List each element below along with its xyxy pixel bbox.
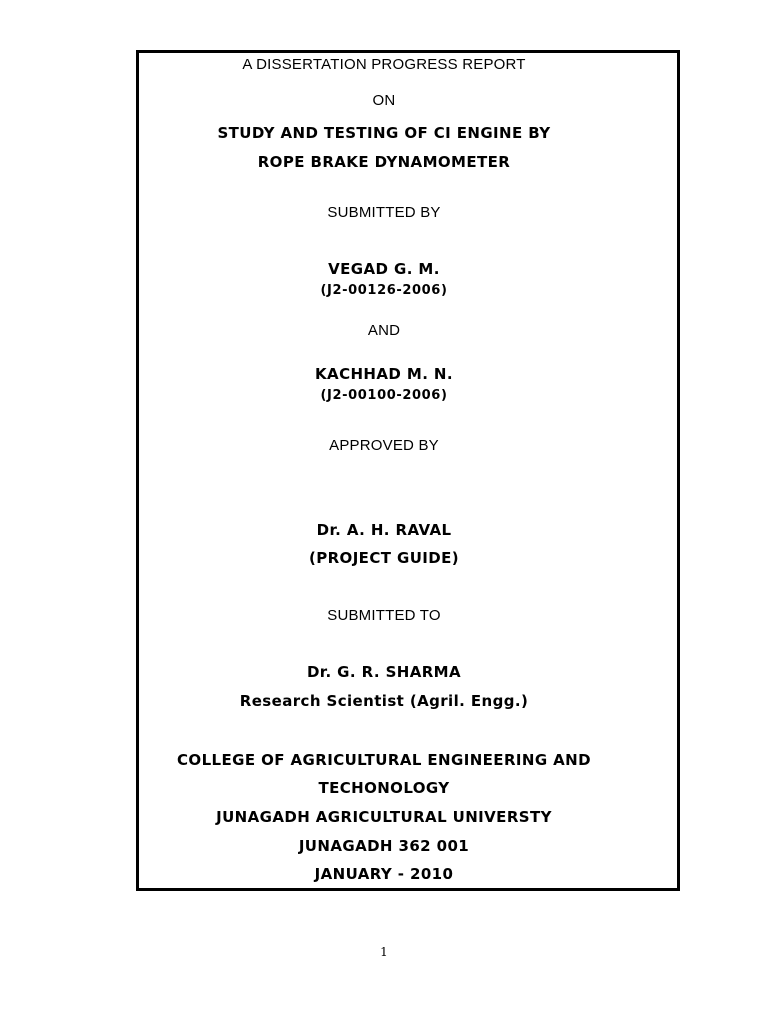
approved-by-label: APPROVED BY (329, 437, 439, 454)
and-label: AND (367, 322, 401, 339)
university-name: JUNAGADH AGRICULTURAL UNIVERSTY (216, 808, 552, 826)
author-1-id: (J2-00126-2006) (320, 283, 448, 298)
author-2-name: KACHHAD M. N. (315, 365, 453, 383)
author-2-id: (J2-00100-2006) (320, 388, 448, 403)
college-line-1: COLLEGE OF AGRICULTURAL ENGINEERING AND (177, 751, 591, 769)
report-type: A DISSERTATION PROGRESS REPORT (242, 56, 526, 73)
guide-name: Dr. A. H. RAVAL (316, 521, 452, 539)
report-date: JANUARY - 2010 (314, 865, 454, 883)
college-line-2: TECHONOLOGY (318, 779, 450, 797)
submitted-by-label: SUBMITTED BY (327, 204, 441, 221)
submitted-to-label: SUBMITTED TO (327, 607, 441, 624)
guide-role: (PROJECT GUIDE) (308, 549, 460, 567)
city-pin: JUNAGADH 362 001 (298, 837, 470, 855)
author-1-name: VEGAD G. M. (328, 260, 440, 278)
recipient-role: Research Scientist (Agril. Engg.) (239, 692, 529, 710)
title-line-2: ROPE BRAKE DYNAMOMETER (257, 153, 511, 171)
recipient-name: Dr. G. R. SHARMA (306, 663, 462, 681)
page-number: 1 (380, 945, 388, 959)
title-line-1: STUDY AND TESTING OF CI ENGINE BY (217, 124, 551, 142)
on-label: ON (372, 92, 396, 109)
